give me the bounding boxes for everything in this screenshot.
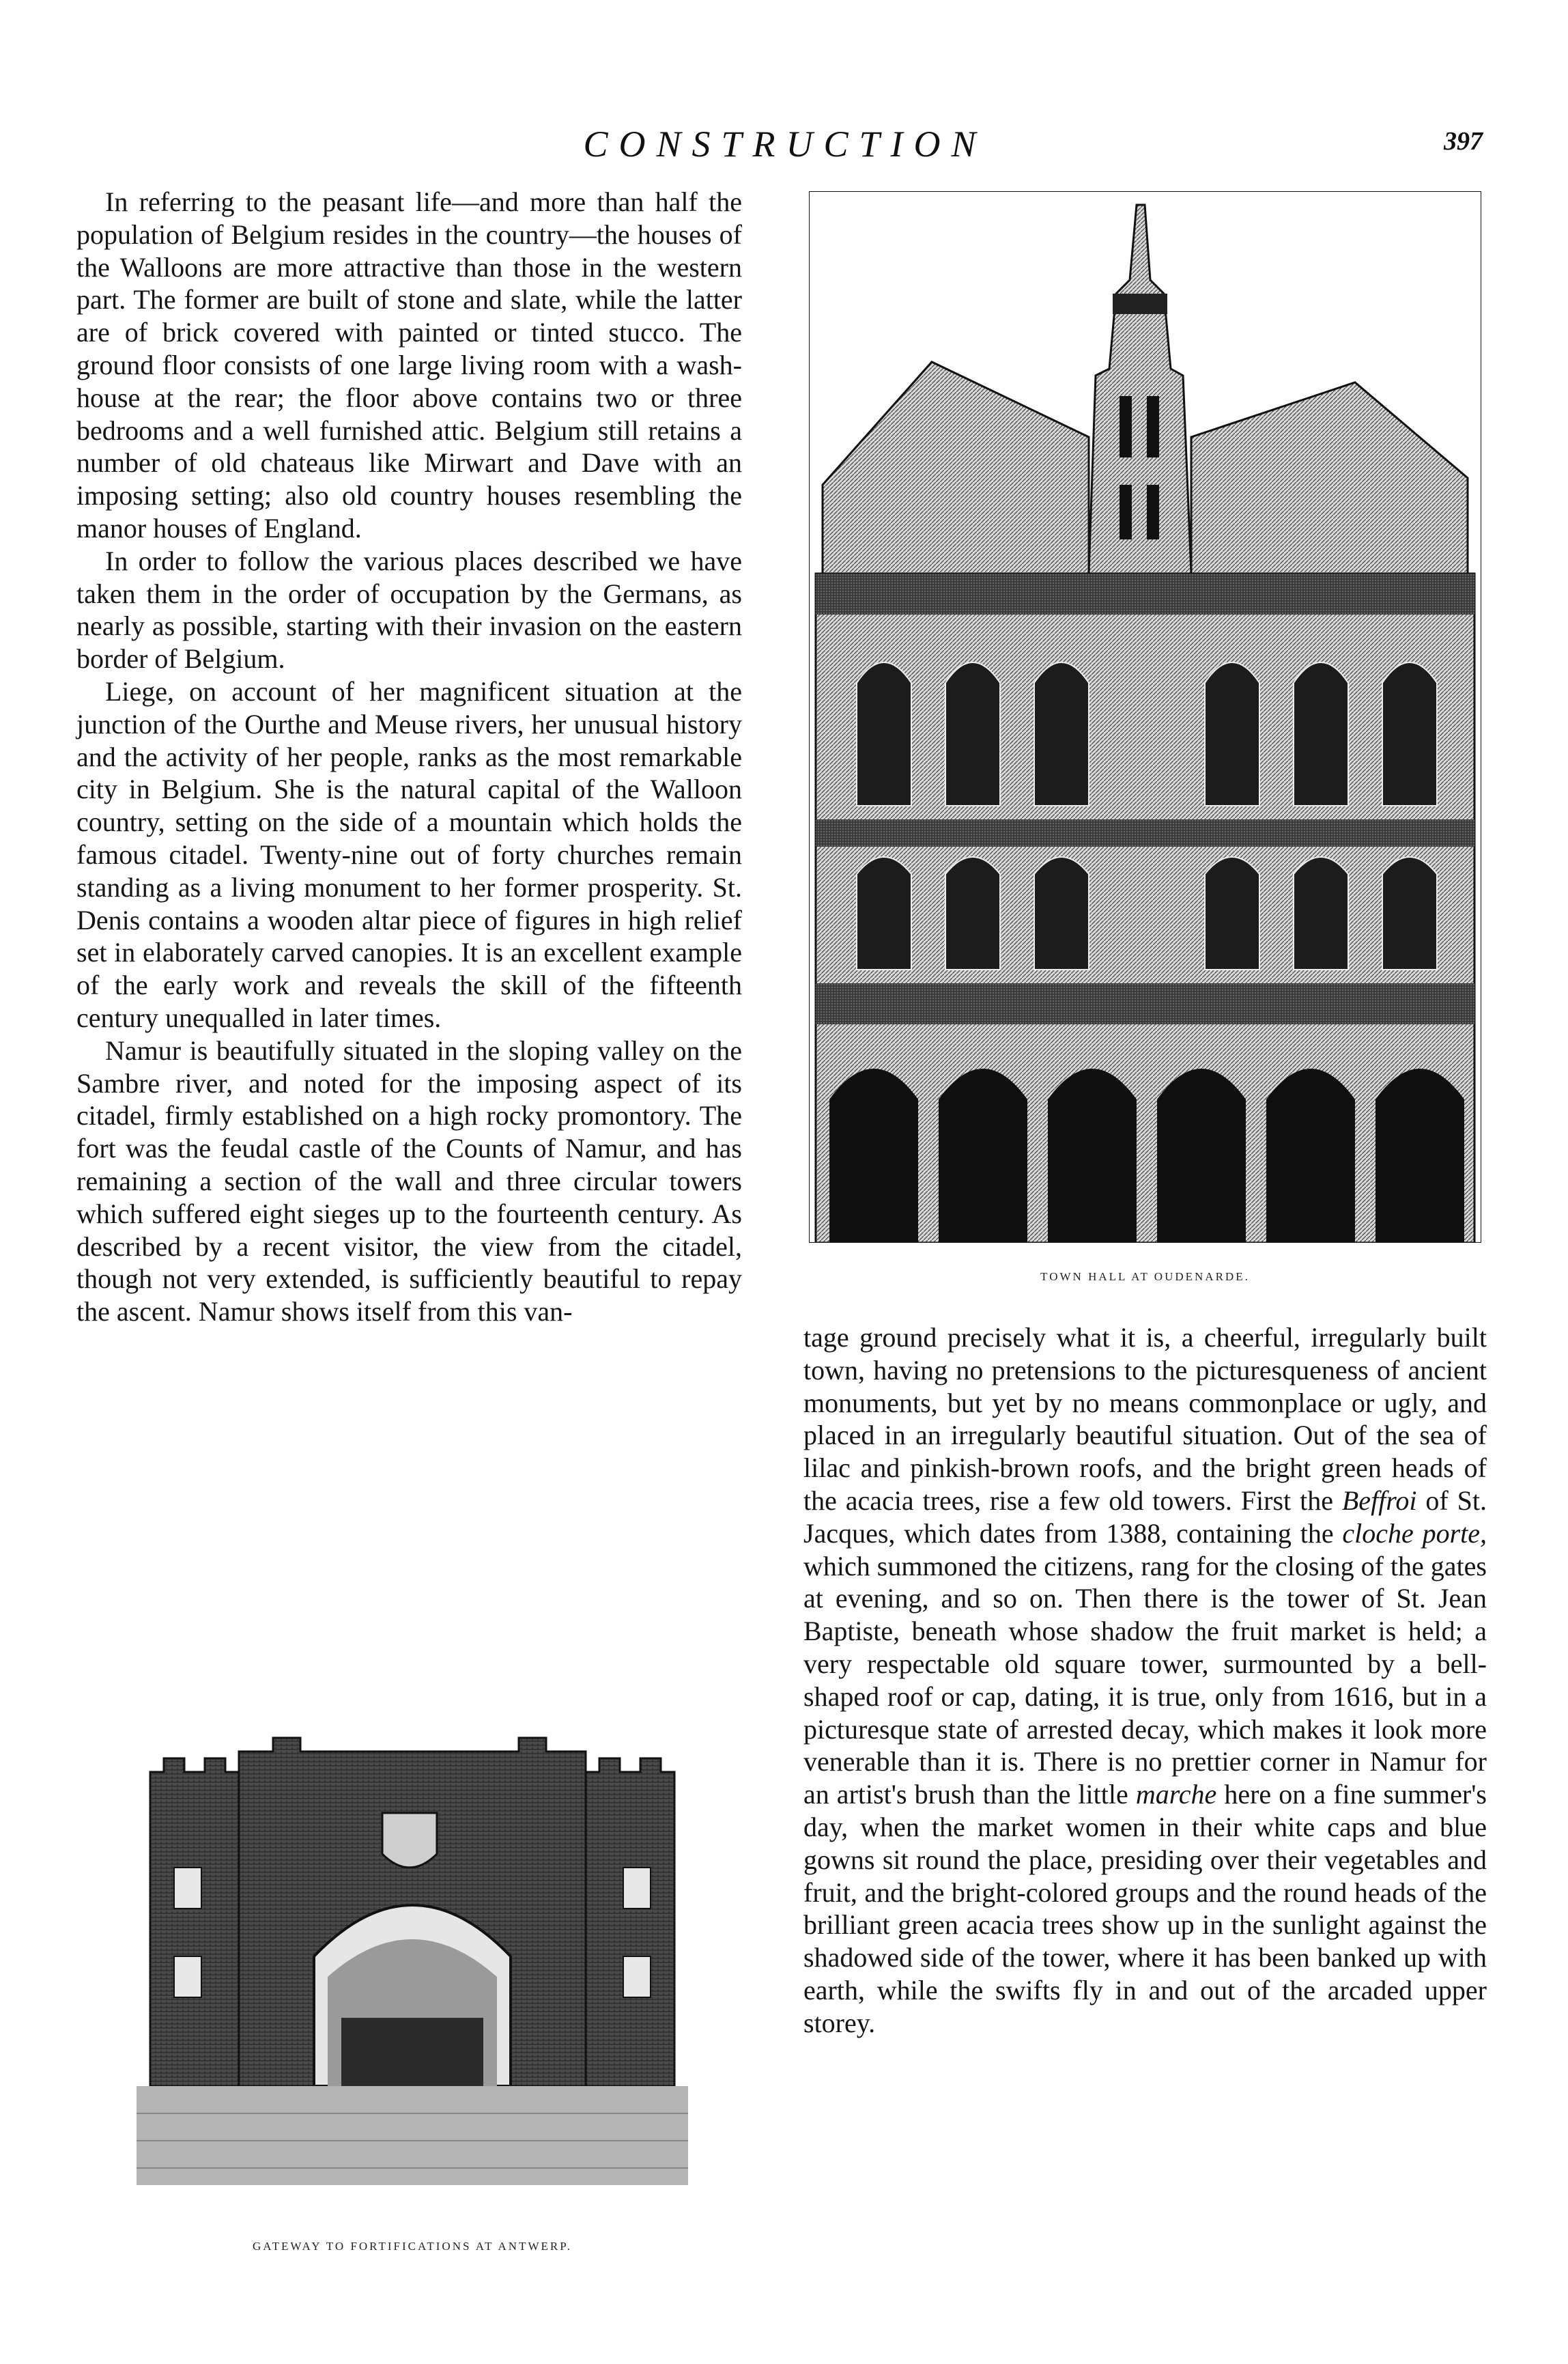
text-run: of St. Jacques, which dates from 1388, containing the — [803, 1484, 1487, 1549]
italic-term-beffroi: Beffroi — [1341, 1484, 1417, 1516]
text-run: tage ground precisely what it is, a cheerful, irregularly built town, having no pretensions to the picturesqueness of ancient monuments, but yet by no means commonplace or ugly, and placed in an irregularly beautiful situation. Out of the sea of lilac and pinkish-brown roofs, and the bright green heads of the acacia trees, rise a few old towers. First the — [803, 1322, 1487, 1516]
paragraph-peasant-life: In referring to the peasant life—and more than half the population of Belgium resides in the country—the houses of the Walloons are more attractive than those in the western part. The former are built of stone and slate, while the latter are of brick covered with painted or tinted stucco. The ground floor consists of one large living room with a wash-house at the rear; the floor above contains two or three bedrooms and a well furnished attic. Belgium still retains a number of old chateaus like Mirwart and Dave with an imposing setting; also old country houses resembling the manor houses of England. — [76, 186, 742, 544]
town-hall-caption: TOWN HALL AT OUDENARDE. — [1040, 1270, 1250, 1283]
gateway-caption: GATEWAY TO FORTIFICATIONS AT ANTWERP. — [252, 2240, 573, 2253]
text-run: here on a fine summer's day, when the market women in their white caps and blue gowns sit round the place, presiding over their vegetables and fruit, and the bright-colored groups and the round heads of the brilliant green acacia trees show up in the sunlight against the shadowed side of the tower, where it has been banked up with earth, while the swifts fly in and out of the arcaded upper storey. — [803, 1779, 1487, 2038]
town-hall-illustration — [809, 191, 1481, 1243]
right-text-column — [803, 1321, 1487, 2040]
italic-term-marche: marche — [1135, 1779, 1217, 1810]
italic-term-cloche-porte: cloche porte, — [1342, 1517, 1487, 1549]
text-run: which summoned the citizens, rang for the closing of the gates at evening, and so on. Then there is the tower of St. Jean Baptiste, beneath whose shadow the fruit market is held; a very respectable old square tower, surmounted by a bell-shaped roof or cap, dating, it is true, only from 1616, but in a picturesque state of arrested decay, which makes it look more venerable than it is. There is no prettier corner in Namur for an artist's brush than the little — [803, 1550, 1487, 1810]
running-header-title: CONSTRUCTION — [583, 124, 987, 165]
paragraph-namur: Namur is beautifully situated in the sloping valley on the Sambre river, and noted for the imposing aspect of its citadel, firmly established on a high rocky promontory. The fort was the feudal castle of the Counts of Namur, and has remaining a section of the wall and three circular towers which suffered eight sieges up to the fourteenth century. As described by a recent visitor, the view from the citadel, though not very extended, is sufficiently beautiful to repay the ascent. Namur shows itself from this van- — [76, 1035, 742, 1327]
left-text-column — [76, 186, 742, 1328]
paragraph-order-of-occupation: In order to follow the various places described we have taken them in the order of occupation by the Germans, as nearly as possible, starting with their invasion on the eastern border of Belgium. — [76, 545, 742, 675]
gateway-illustration — [137, 1731, 688, 2185]
paragraph-namur-continued — [803, 1321, 1487, 2040]
paragraph-liege: Liege, on account of her magnificent situation at the junction of the Ourthe and Meuse rivers, her unusual history and the activity of her people, ranks as the most remarkable city in Belgium. She is the natural capital of the Walloon country, setting on the side of a mountain which holds the famous citadel. Twenty-nine out of forty churches remain standing as a living monument to her former prosperity. St. Denis contains a wooden altar piece of figures in high relief set in elaborately carved canopies. It is an excellent example of the early work and reveals the skill of the fifteenth century unequalled in later times. — [76, 675, 742, 1033]
page-number: 397 — [1444, 127, 1483, 156]
